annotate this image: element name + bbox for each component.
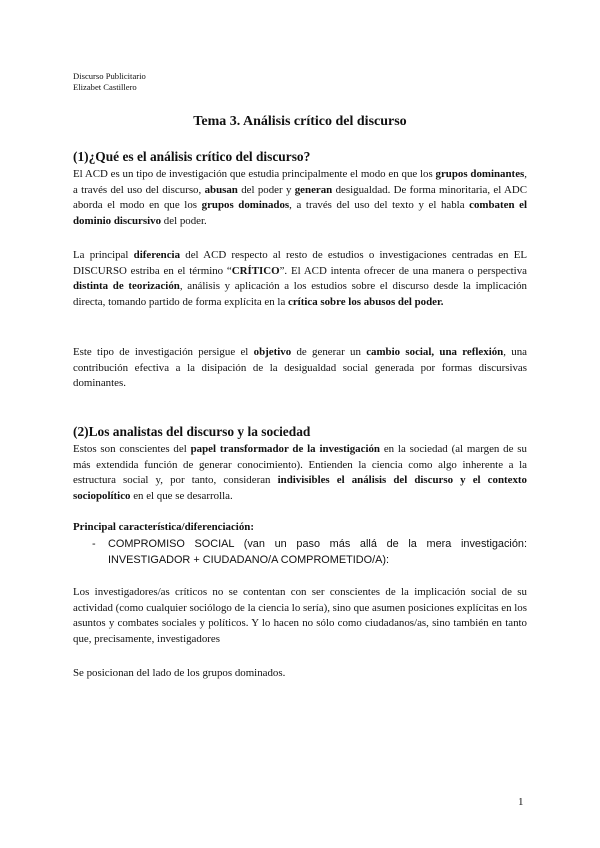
section-2-heading: (2)Los analistas del discurso y la sociedad bbox=[73, 424, 311, 439]
list-item bbox=[92, 537, 527, 568]
header-author: Elizabet Castillero bbox=[73, 82, 137, 92]
section-2-paragraph-2: Los investigadores/as críticos no se contentan con ser conscientes de la implicación social de su actividad (como cualquier sociólogo de la ciencia lo sería), sino que asumen posiciones explícitas en los asuntos y combates sociales y políticos. Y lo hacen no sólo como ciudadanos/as, sino también en tanto que, precisamente, investigadores bbox=[73, 586, 527, 645]
page-number: 1 bbox=[518, 796, 524, 808]
list-dash: - bbox=[92, 538, 96, 550]
section-2-paragraph-3: Se posicionan del lado de los grupos dominados. bbox=[73, 667, 286, 679]
section-1-paragraph-3: Este tipo de investigación persigue el objetivo de generar un cambio social, una reflexión, una contribución efectiva a la disipación de la desigualdad social generada por formas discursivas dominantes. bbox=[73, 346, 527, 389]
document-title: Tema 3. Análisis crítico del discurso bbox=[193, 114, 407, 129]
section-1-heading: (1)¿Qué es el análisis crítico del discurso? bbox=[73, 149, 311, 164]
section-2-paragraph-1: Estos son conscientes del papel transformador de la investigación en la sociedad (al margen de su más extendida función de generar conocimiento). Entienden la ciencia como algo inherente a la estructura social y, por tanto, consideran indivisibles el análisis del discurso y el contexto sociopolítico en el que se desarrolla. bbox=[73, 443, 527, 502]
header-course: Discurso Publicitario bbox=[73, 71, 146, 81]
section-2-subheading: Principal característica/diferenciación: bbox=[73, 521, 254, 533]
document-header bbox=[73, 71, 146, 93]
section-1-paragraph-2: La principal diferencia del ACD respecto al resto de estudios o investigaciones centradas en EL DISCURSO estriba en el término “CRÍTICO”. El ACD intenta ofrecer de una manera o perspectiva distinta de teorización, análisis y aplicación a los estudios sobre el discurso desde la implicación directa, tomando partido de forma explícita en la crítica sobre los abusos del poder. bbox=[73, 249, 528, 308]
list-item-text: COMPROMISO SOCIAL (van un paso más allá de la mera investigación: INVESTIGADOR + CIUDADANO/A COMPROMETIDO/A): bbox=[108, 538, 527, 566]
section-1-paragraph-1: El ACD es un tipo de investigación que estudia principalmente el modo en que los grupos dominantes, a través del uso del discurso, abusan del poder y generan desigualdad. De forma minoritaria, el ADC aborda el modo en que los grupos dominados, a través del uso del texto y el habla combaten el dominio discursivo del poder. bbox=[73, 168, 528, 227]
